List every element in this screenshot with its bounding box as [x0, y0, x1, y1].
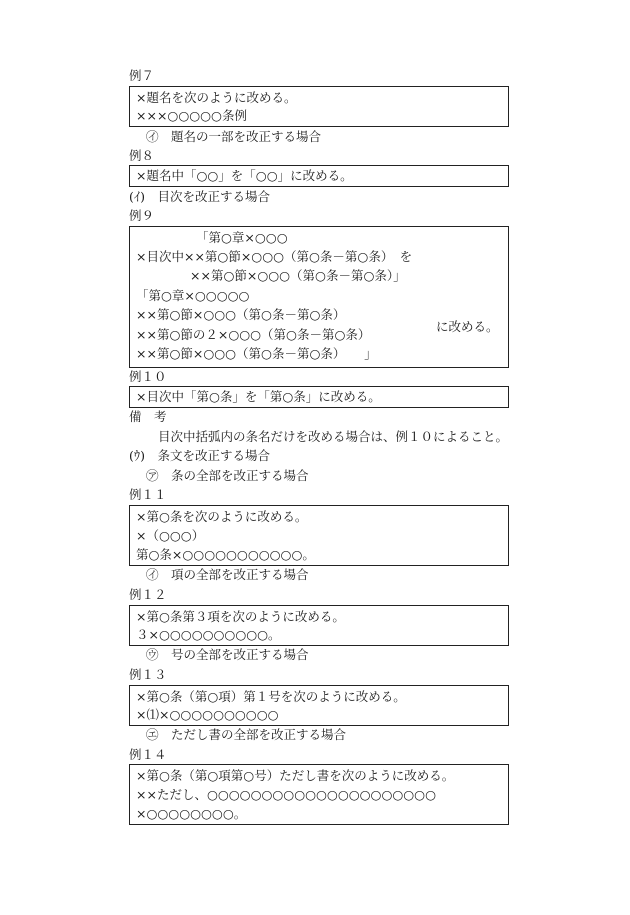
- subsection-title: ㋒ 号の全部を改正する場合: [146, 647, 309, 662]
- example-9-label: 例９: [129, 208, 155, 223]
- box-line: ×第○条を次のように改める。: [136, 509, 308, 524]
- example-7-label: 例７: [129, 68, 155, 83]
- box-line: ×第○条（第○項第○号）ただし書を次のように改める。: [136, 768, 455, 783]
- example-14-label: 例１４: [129, 747, 167, 762]
- box-line: ×題名を次のように改める。: [136, 90, 297, 105]
- section-title: (ｲ) 目次を改正する場合: [129, 189, 271, 204]
- box-line: ××第○節×○○○（第○条－第○条）」: [190, 268, 406, 283]
- example-12-box: [129, 605, 509, 646]
- subsection-title: ㋑ 題名の一部を改正する場合: [146, 129, 322, 144]
- example-7-box: [129, 86, 509, 127]
- box-line: ×⑴×○○○○○○○○○○: [136, 707, 279, 722]
- box-line-tail: に改める。: [436, 319, 499, 334]
- subsection-title: ㋑ 項の全部を改正する場合: [146, 567, 309, 582]
- note-title: 備 考: [129, 409, 167, 424]
- example-13-label: 例１３: [129, 667, 167, 682]
- box-line: ×目次中「第○条」を「第○条」に改める。: [136, 389, 381, 404]
- box-line: 「第○章×○○○: [196, 230, 288, 245]
- example-14-box: [129, 764, 509, 825]
- example-9-box: [129, 226, 509, 368]
- box-line: ×第○条（第○項）第１号を次のように改める。: [136, 689, 406, 704]
- box-line: ××第○節の２×○○○（第○条－第○条）: [136, 327, 371, 342]
- example-13-box: [129, 685, 509, 726]
- box-line: ××第○節×○○○（第○条－第○条） 」: [136, 346, 377, 361]
- box-line: 「第○章×○○○○○: [136, 288, 250, 303]
- example-11-box: [129, 505, 509, 566]
- box-line: ×××○○○○○条例: [136, 108, 247, 123]
- box-line: ３×○○○○○○○○○○。: [136, 627, 281, 642]
- box-line: 第○条×○○○○○○○○○○○。: [136, 547, 315, 562]
- box-line: ×○○○○○○○○。: [136, 806, 247, 821]
- box-line: ××第○節×○○○（第○条－第○条）: [136, 307, 346, 322]
- example-10-label: 例１０: [129, 369, 167, 384]
- example-10-box: [129, 386, 509, 408]
- example-12-label: 例１２: [129, 587, 167, 602]
- box-line: ××ただし、○○○○○○○○○○○○○○○○○○○○○: [136, 787, 436, 802]
- box-line: ×（○○○）: [136, 528, 205, 543]
- box-line: ×第○条第３項を次のように改める。: [136, 609, 345, 624]
- example-11-label: 例１１: [129, 487, 167, 502]
- box-line: ×題名中「○○」を「○○」に改める。: [136, 168, 353, 183]
- example-8-box: [129, 165, 509, 187]
- subsection-title: ㋓ ただし書の全部を改正する場合: [146, 727, 347, 742]
- note-body: 目次中括弧内の条名だけを改める場合は、例１０によること。: [158, 429, 509, 444]
- example-8-label: 例８: [129, 148, 155, 163]
- section-title: (ｳ) 条文を改正する場合: [129, 448, 271, 463]
- box-line: ×目次中××第○節×○○○（第○条－第○条） を: [136, 249, 413, 264]
- subsection-title: ㋐ 条の全部を改正する場合: [146, 468, 309, 483]
